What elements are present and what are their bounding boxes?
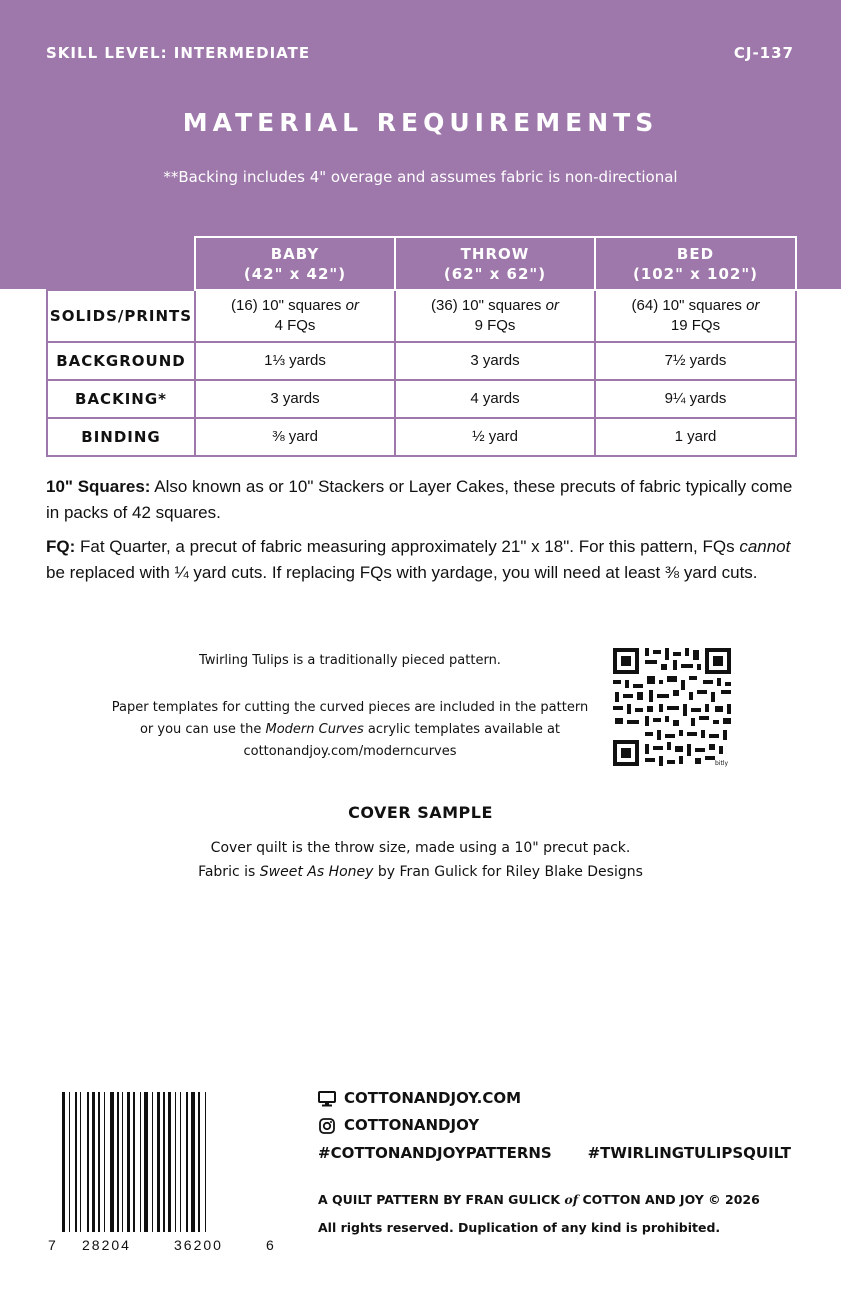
table-cell: 9¼ yards [595,380,796,418]
instagram-icon [318,1118,336,1134]
info-text: Paper templates for cutting the curved pieces are included in the pattern [111,700,589,715]
pattern-info: Twirling Tulips is a traditionally pieced pattern. [199,653,501,668]
table-header-row [47,237,796,290]
col-dim: (42" x 42") [243,264,347,283]
cover-text: Fabric is [198,864,260,880]
templates-info [100,697,600,763]
info-text: acrylic templates available at [363,722,561,737]
definition-text: be replaced with ¼ yard cuts. If replacing FQs with yardage, you will need at least ⅜ yard cuts. [46,563,758,582]
credit-text: COTTON AND JOY © 2026 [578,1192,760,1207]
table-cell: 3 yards [195,380,395,418]
cell-or: or [345,297,359,314]
table-cell: ⅜ yard [195,418,395,456]
col-dim: (62" x 62") [443,264,547,283]
templates-link[interactable]: cottonandjoy.com/moderncurves [243,744,457,759]
barcode [46,1090,278,1258]
table-row [47,290,796,342]
qr-label: bitly [715,760,729,767]
cover-sample-title: COVER SAMPLE [348,803,493,822]
cell-text: 4 FQs [274,317,316,334]
cell-or: or [746,297,760,314]
credit-text: A QUILT PATTERN BY FRAN GULICK [318,1192,565,1207]
table-cell: ½ yard [395,418,595,456]
cell-text: (16) 10" squares [231,297,346,314]
col-bed [595,237,796,290]
barcode-digit: 7 [48,1237,56,1253]
cover-sample-text [0,836,841,884]
hashtag-patterns[interactable]: #COTTONANDJOYPATTERNS [318,1144,552,1162]
row-label: SOLIDS/PRINTS [47,290,195,342]
pattern-code: CJ-137 [733,44,794,62]
credit-of: of [564,1192,579,1207]
col-throw [395,237,595,290]
website-text: COTTONANDJOY.COM [344,1089,522,1107]
emphasis: cannot [739,537,791,556]
table-cell [595,290,796,342]
definition-text: Also known as or 10" Stackers or Layer Cakes, these precuts of fabric typically come in packs of 42 squares. [46,477,793,522]
col-name: THROW [460,244,530,263]
barcode-digit: 28204 [82,1237,131,1253]
row-label: BACKGROUND [47,342,195,380]
backing-note: **Backing includes 4" overage and assumes fabric is non-directional [163,168,678,186]
table-corner [47,237,195,290]
table-cell [195,290,395,342]
rights-notice: All rights reserved. Duplication of any kind is prohibited. [318,1220,721,1235]
table-cell: 3 yards [395,342,595,380]
definition-text: Fat Quarter, a precut of fabric measuring approximately 21" x 18". For this pattern, FQs [75,537,740,556]
cell-text: (64) 10" squares [631,297,747,314]
credit-line [318,1192,760,1207]
cell-text: 19 FQs [670,317,721,334]
table-row [47,418,796,456]
info-italic: Modern Curves [265,722,364,737]
website[interactable] [318,1089,521,1107]
table-row [47,380,796,418]
table-cell: 4 yards [395,380,595,418]
table-cell: 1 yard [595,418,796,456]
table-cell [395,290,595,342]
col-dim: (102" x 102") [632,264,759,283]
info-text: or you can use the [139,722,266,737]
col-baby [195,237,395,290]
fabric-name: Sweet As Honey [259,864,374,880]
cell-or: or [545,297,559,314]
table-row [47,342,796,380]
table-cell: 1⅓ yards [195,342,395,380]
definition-squares [46,474,806,526]
cover-text: Cover quilt is the throw size, made using a 10" precut pack. [210,840,631,856]
definition-fq [46,534,806,586]
cover-text: by Fran Gulick for Riley Blake Designs [373,864,643,880]
page-title: MATERIAL REQUIREMENTS [182,108,659,137]
row-label: BINDING [47,418,195,456]
table-cell: 7½ yards [595,342,796,380]
hashtag-quilt[interactable]: #TWIRLINGTULIPSQUILT [587,1144,791,1162]
instagram-text: COTTONANDJOY [344,1116,480,1134]
row-label: BACKING* [47,380,195,418]
monitor-icon [318,1091,336,1107]
instagram[interactable] [318,1116,479,1134]
barcode-digit: 36200 [174,1237,223,1253]
material-table [46,236,797,457]
cell-text: (36) 10" squares [431,297,546,314]
barcode-digit: 6 [266,1237,274,1253]
term: 10" Squares: [46,477,151,496]
col-name: BABY [270,244,320,263]
term: FQ: [46,537,76,556]
cell-text: 9 FQs [474,317,516,334]
col-name: BED [676,244,715,263]
qr-code[interactable] [611,646,733,768]
definitions [46,474,806,594]
skill-level: SKILL LEVEL: INTERMEDIATE [46,44,311,62]
